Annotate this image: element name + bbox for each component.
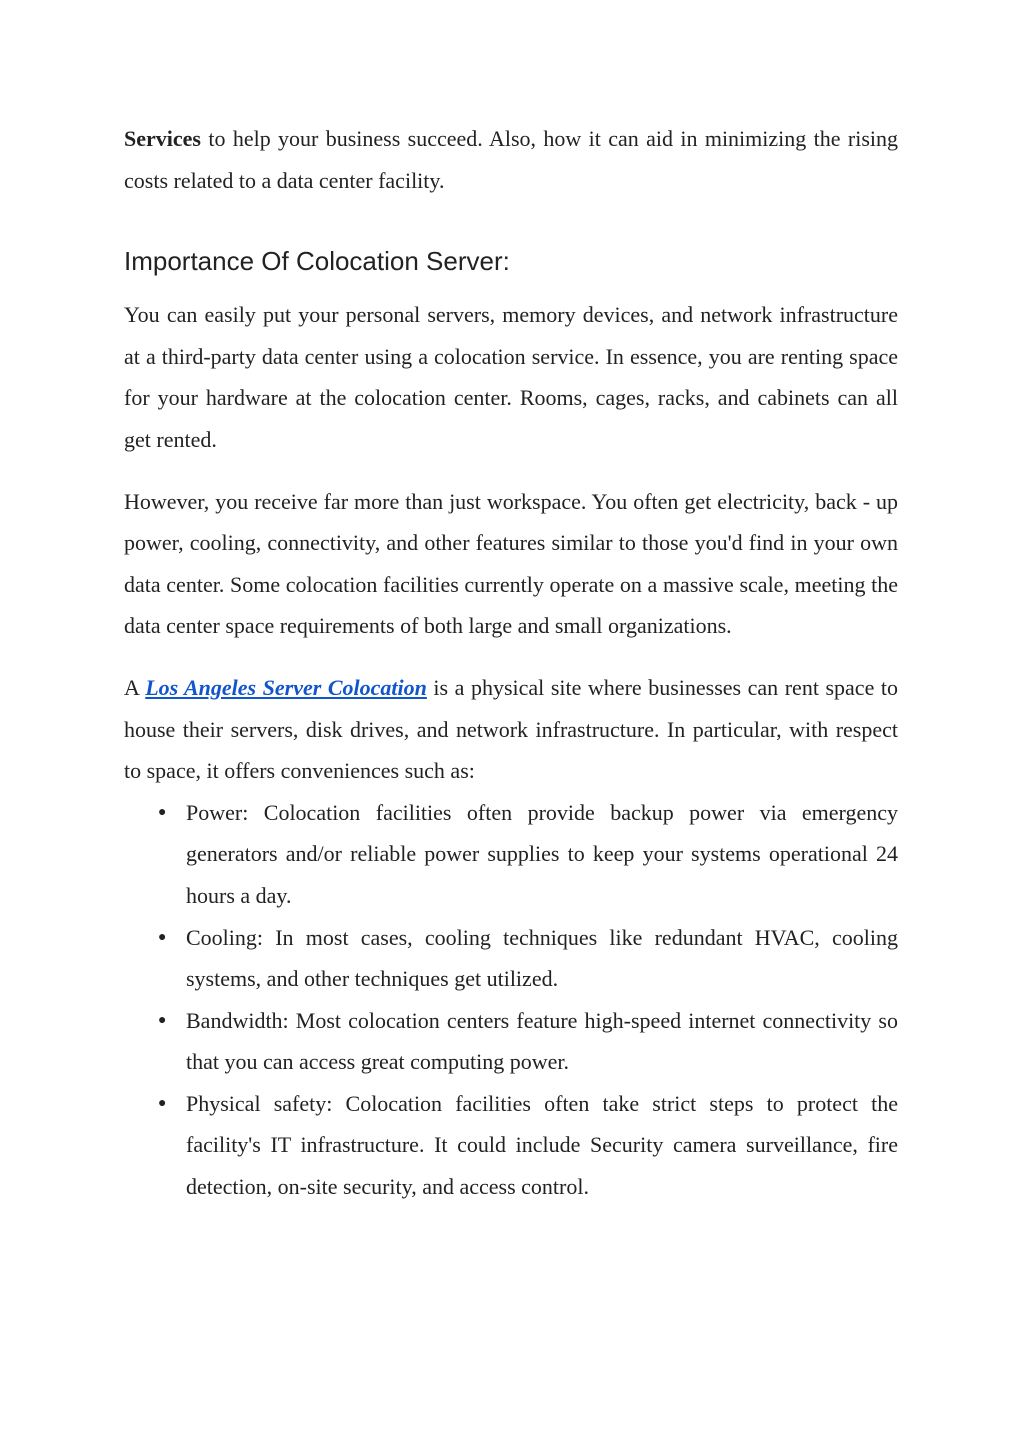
bullet-icon: ● — [158, 1095, 167, 1111]
intro-bold-lead: Services — [124, 126, 201, 151]
paragraph-suffix: is a physical site where businesses can rent space to house their servers, disk drives, and network infrastructure. In particular, with respect to space, it offers conveniences such as: — [124, 674, 898, 784]
section-heading: Importance Of Colocation Server: — [124, 246, 510, 277]
list-item-cooling — [158, 917, 898, 1000]
bullet-icon: ● — [158, 1012, 167, 1028]
paragraph-prefix: A — [124, 674, 146, 700]
intro-text: to help your business succeed. Also, how it can aid in minimizing the rising costs related to a data center facility. — [124, 126, 898, 193]
list-item-text: Bandwidth: Most colocation centers feature high-speed internet connectivity so that you can access great computing power. — [186, 1007, 898, 1075]
document-page — [124, 118, 898, 1208]
conveniences-list — [124, 792, 898, 1208]
paragraph-workspace: However, you receive far more than just workspace. You often get electricity, back - up power, cooling, connectivity, and other features similar to those you'd find in your own data center. Some colocation facilities currently operate on a massive scale, meeting the data center space requirements of both large and small organizations. — [124, 488, 898, 639]
los-angeles-colocation-link[interactable]: Los Angeles Server Colocation — [145, 674, 427, 700]
paragraph-colocation-intro: You can easily put your personal servers, memory devices, and network infrastructure at a third-party data center using a colocation service. In essence, you are renting space for your hardware at the colocation center. Rooms, cages, racks, and cabinets can all get rented. — [124, 302, 898, 452]
paragraph-los-angeles — [124, 667, 898, 792]
intro-paragraph — [124, 118, 898, 201]
list-item-bandwidth — [158, 1000, 898, 1083]
list-item-text: Physical safety: Colocation facilities often take strict steps to protect the facility's IT infrastructure. It could include Security camera surveillance, fire detection, on-site security, and access control. — [186, 1090, 898, 1200]
list-item-text: Power: Colocation facilities often provide backup power via emergency generators and/or reliable power supplies to keep your systems operational 24 hours a day. — [186, 799, 898, 908]
list-item-physical-safety — [158, 1083, 898, 1208]
list-item-power — [158, 792, 898, 917]
bullet-icon: ● — [158, 929, 167, 945]
list-item-text: Cooling: In most cases, cooling techniques like redundant HVAC, cooling systems, and other techniques get utilized. — [186, 924, 898, 992]
bullet-icon: ● — [158, 804, 167, 820]
